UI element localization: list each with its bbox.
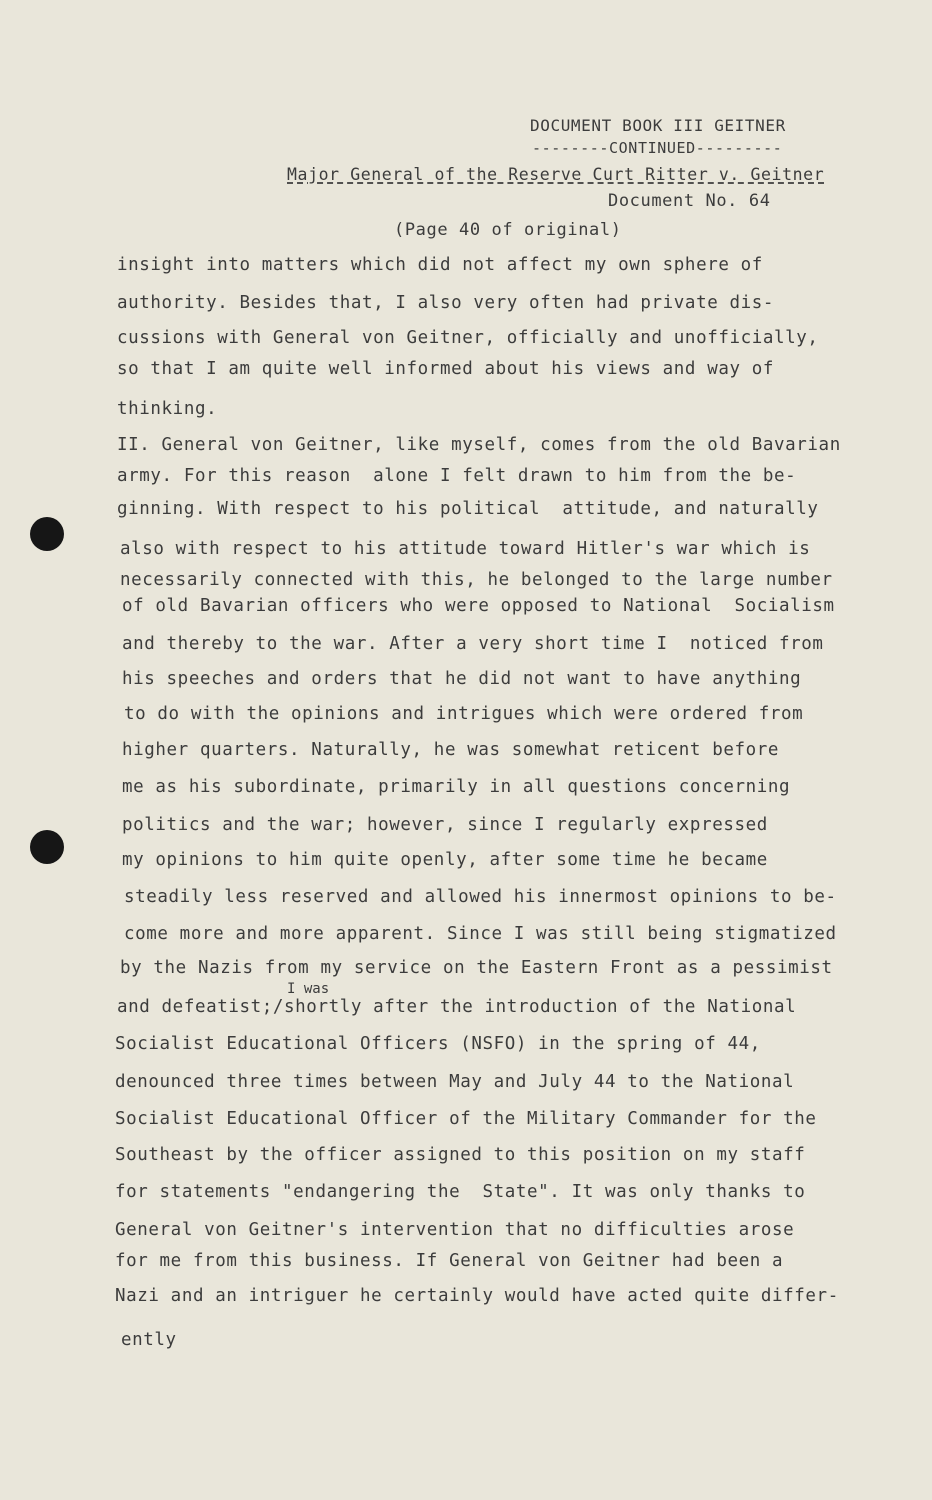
body-line: insight into matters which did not affect my own sphere of (117, 255, 763, 275)
body-line: and defeatist;/shortly after the introduction of the National (117, 997, 797, 1017)
body-line: me as his subordinate, primarily in all questions concerning (122, 777, 791, 797)
body-line: cussions with General von Geitner, officially and unofficially, (117, 328, 819, 348)
body-line: General von Geitner's intervention that no difficulties arose (115, 1220, 795, 1240)
original-page-reference: (Page 40 of original) (394, 220, 622, 240)
body-line: ently (121, 1330, 177, 1350)
body-line: army. For this reason alone I felt drawn to him from the be- (117, 466, 797, 486)
body-line: for statements "endangering the State". It was only thanks to (115, 1182, 806, 1202)
body-line: of old Bavarian officers who were opposed to National Socialism (122, 596, 835, 616)
body-line: his speeches and orders that he did not want to have anything (122, 669, 802, 689)
body-line: Nazi and an intriguer he certainly would have acted quite differ- (115, 1286, 839, 1306)
body-line: Southeast by the officer assigned to this position on my staff (115, 1145, 806, 1165)
punch-hole (30, 517, 64, 551)
body-line: my opinions to him quite openly, after some time he became (122, 850, 768, 870)
body-line: necessarily connected with this, he belonged to the large number (120, 570, 833, 590)
body-line: by the Nazis from my service on the Eastern Front as a pessimist (120, 958, 833, 978)
body-line: politics and the war; however, since I regularly expressed (122, 815, 768, 835)
continued-line: --------CONTINUED--------- (532, 139, 783, 157)
document-number: Document No. 64 (608, 191, 771, 211)
body-line: for me from this business. If General von Geitner had been a (115, 1251, 784, 1271)
body-line: steadily less reserved and allowed his innermost opinions to be- (124, 887, 837, 907)
affiant-title: Major General of the Reserve Curt Ritter v. Geitner (287, 165, 825, 184)
body-line: authority. Besides that, I also very often had private dis- (117, 293, 775, 313)
body-line: also with respect to his attitude toward Hitler's war which is (120, 539, 811, 559)
body-line: to do with the opinions and intrigues which were ordered from (124, 704, 804, 724)
body-line: and thereby to the war. After a very short time I noticed from (122, 634, 824, 654)
body-line: II. General von Geitner, like myself, comes from the old Bavarian (117, 435, 841, 455)
body-line: denounced three times between May and July 44 to the National (115, 1072, 795, 1092)
body-line: Socialist Educational Officers (NSFO) in the spring of 44, (115, 1034, 761, 1054)
document-book-line: DOCUMENT BOOK III GEITNER (530, 116, 786, 135)
body-line: higher quarters. Naturally, he was somewhat reticent before (122, 740, 780, 760)
body-line: come more and more apparent. Since I was still being stigmatized (124, 924, 837, 944)
body-line: Socialist Educational Officer of the Military Commander for the (115, 1109, 817, 1129)
handwritten-insertion: I was (287, 981, 330, 997)
body-line: so that I am quite well informed about his views and way of (117, 359, 775, 379)
punch-hole (30, 830, 64, 864)
body-line: ginning. With respect to his political attitude, and naturally (117, 499, 819, 519)
body-line: thinking. (117, 399, 218, 419)
